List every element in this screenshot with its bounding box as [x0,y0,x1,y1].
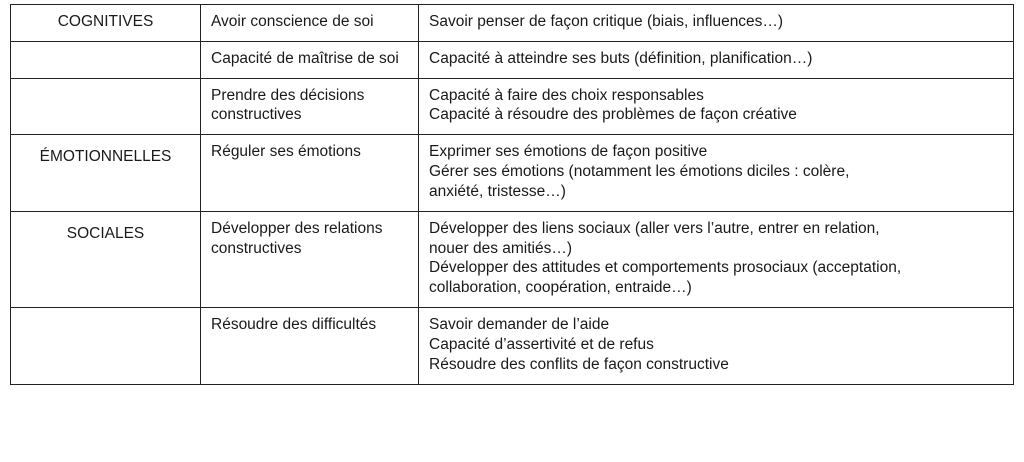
skill-cell: Développer des relations constructives [201,211,419,307]
detail-cell [419,308,1014,384]
table-row [11,5,1014,42]
skill-cell: Prendre des décisions constructives [201,78,419,135]
detail-line: Résoudre des conflits de façon constructive [429,355,729,373]
detail-cell [419,41,1014,78]
detail-line: collaboration, coopération, entraide…) [429,279,692,297]
table-row [11,135,1014,211]
detail-line: Capacité à atteindre ses buts (définition, planification…) [429,49,813,67]
detail-line: Développer des attitudes et comportements prosociaux (acceptation, [429,259,902,277]
category-cell-sociales [11,211,201,307]
skill-cell: Réguler ses émotions [201,135,419,211]
table-row [11,308,1014,384]
detail-line: Capacité d’assertivité et de refus [429,335,654,353]
detail-line: Savoir penser de façon critique (biais, influences…) [429,13,784,30]
skill-cell: Capacité de maîtrise de soi [201,41,419,78]
category-label: COGNITIVES [57,13,154,30]
category-label: ÉMOTIONNELLES [39,148,172,166]
table-row [11,41,1014,78]
detail-line: anxiété, tristesse…) [429,182,566,200]
category-label: SOCIALES [66,224,145,242]
detail-line: Développer des liens sociaux (aller vers l’autre, entrer en relation, [429,219,880,237]
detail-cell [419,5,1014,42]
skill-cell: Avoir conscience de soi [201,5,419,42]
document-page [0,4,1024,462]
category-cell-cognitives [11,5,201,42]
category-cell-empty [11,308,201,384]
detail-cell [419,135,1014,211]
competency-table [10,4,1014,385]
table-row [11,78,1014,135]
detail-cell [419,211,1014,307]
detail-line: nouer des amitiés…) [429,239,573,257]
category-cell-empty [11,78,201,135]
detail-line: Savoir demander de l’aide [429,316,610,334]
detail-line: Exprimer ses émotions de façon positive [429,143,708,161]
detail-cell [419,78,1014,135]
detail-line: Capacité à faire des choix responsables [429,86,704,104]
skill-cell: Résoudre des difficultés [201,308,419,384]
detail-line: Capacité à résoudre des problèmes de façon créative [429,106,797,124]
table-body [11,5,1014,385]
category-cell-emotionnelles [11,135,201,211]
category-cell-empty [11,41,201,78]
table-row [11,211,1014,307]
detail-line: Gérer ses émotions (notamment les émotions diciles : colère, [429,163,850,181]
